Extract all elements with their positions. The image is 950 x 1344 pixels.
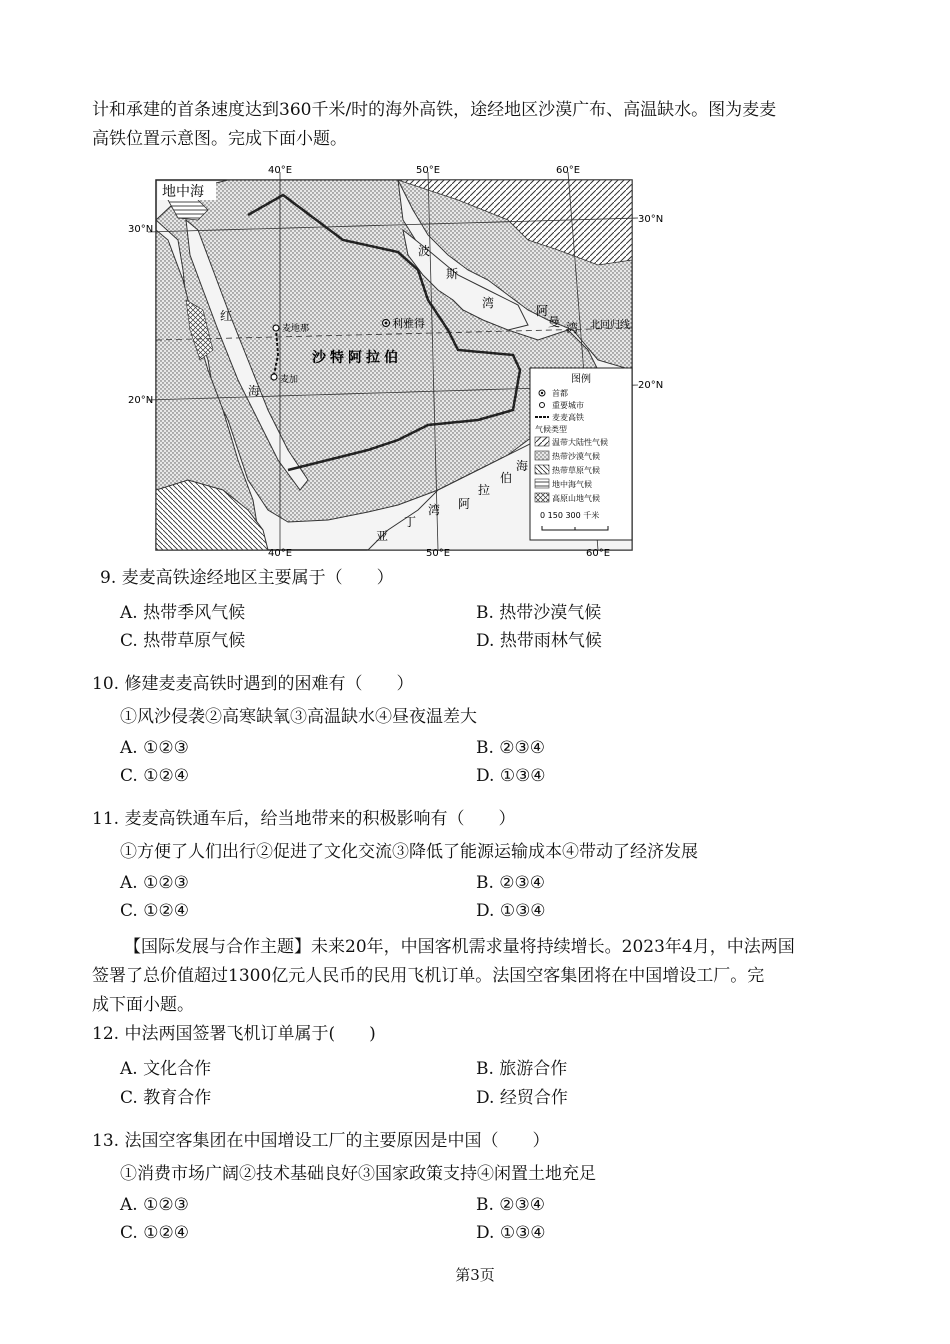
label-riyadh: 利雅得	[392, 317, 425, 330]
legend-capital: 首都	[552, 389, 568, 398]
legend-title: 图例	[571, 374, 591, 385]
q10-stem: 10. 修建麦麦高铁时遇到的困难有（ ）	[92, 674, 414, 694]
railway-location-map	[128, 160, 668, 558]
q11-statements: ①方便了人们出行②促进了文化交流③降低了能源运输成本④带动了经济发展	[120, 842, 698, 862]
lon-40-bottom: 40°E	[267, 548, 293, 558]
passage-line-3: 成下面小题。	[92, 995, 194, 1015]
label-medina: 麦地那	[282, 324, 310, 334]
intro-line-2: 高铁位置示意图。完成下面小题。	[92, 129, 347, 149]
label-arabian-2: 伯	[500, 471, 513, 485]
legend-c2: 热带沙漠气候	[552, 452, 600, 461]
legend-c3: 热带草原气候	[552, 466, 600, 475]
lon-60-top: 60°E	[555, 165, 581, 176]
legend-c1: 温带大陆性气候	[552, 438, 608, 447]
q11-option-d: D. ①③④	[476, 901, 546, 921]
q11-option-a: A. ①②③	[120, 873, 189, 893]
lon-40-top: 40°E	[267, 165, 293, 176]
q12-option-c: C. 教育合作	[120, 1088, 212, 1108]
label-mecca: 麦加	[280, 375, 299, 385]
q9-option-c: C. 热带草原气候	[120, 631, 246, 651]
q13-stem: 13. 法国空客集团在中国增设工厂的主要原因是中国（ ）	[92, 1131, 550, 1151]
legend-city: 重要城市	[552, 401, 584, 410]
legend-railway: 麦麦高铁	[552, 413, 584, 422]
label-tropic: 北回归线	[590, 320, 630, 331]
q10-option-d: D. ①③④	[476, 766, 546, 786]
mecca-marker	[271, 374, 277, 380]
legend-climate-title: 气候类型	[535, 425, 567, 434]
q10-option-b: B. ②③④	[476, 738, 546, 758]
legend-c5: 高原山地气候	[552, 494, 600, 503]
lat-30-right: 30°N	[638, 214, 664, 225]
q10-option-c: C. ①②④	[120, 766, 189, 786]
lat-20-left: 20°N	[128, 395, 154, 406]
q10-option-a: A. ①②③	[120, 738, 189, 758]
label-mediterranean: 地中海	[162, 184, 204, 200]
label-persian-3: 湾	[482, 296, 495, 310]
passage-line-2: 签署了总价值超过1300亿元人民币的民用飞机订单。法国空客集团将在中国增设工厂。完	[92, 966, 765, 986]
q9-option-b: B. 热带沙漠气候	[476, 603, 602, 623]
q12-option-d: D. 经贸合作	[476, 1088, 568, 1108]
lon-50-bottom: 50°E	[425, 548, 451, 558]
q13-option-a: A. ①②③	[120, 1195, 189, 1215]
label-aden-1: 亚	[376, 529, 389, 543]
passage-line-1: 【国际发展与合作主题】未来20年，中国客机需求量将持续增长。2023年4月，中法两国	[124, 937, 795, 957]
label-oman-3: 湾	[566, 321, 579, 335]
label-aden-3: 湾	[428, 503, 441, 517]
q13-option-d: D. ①③④	[476, 1223, 546, 1243]
q10-statements: ①风沙侵袭②高寒缺氧③高温缺水④昼夜温差大	[120, 707, 477, 727]
lon-50-top: 50°E	[415, 165, 441, 176]
label-saudi: 沙特阿拉伯	[312, 350, 402, 366]
q9-option-d: D. 热带雨林气候	[476, 631, 602, 651]
intro-line-1: 计和承建的首条速度达到360千米/时的海外高铁，途经地区沙漠广布、高温缺水。图为麦麦	[92, 100, 777, 120]
map-legend	[530, 368, 632, 540]
label-persian-1: 波	[418, 244, 431, 258]
label-red-1: 红	[220, 309, 233, 323]
medina-marker	[273, 325, 279, 331]
label-red-2: 海	[248, 384, 261, 398]
label-oman-2: 曼	[548, 315, 561, 329]
q12-option-a: A. 文化合作	[120, 1059, 212, 1079]
lat-30-left: 30°N	[128, 224, 154, 235]
q11-stem: 11. 麦麦高铁通车后，给当地带来的积极影响有（ ）	[92, 809, 516, 829]
q13-statements: ①消费市场广阔②技术基础良好③国家政策支持④闲置土地充足	[120, 1164, 596, 1184]
q12-option-b: B. 旅游合作	[476, 1059, 568, 1079]
label-aden-2: 丁	[404, 515, 417, 529]
q12-stem: 12. 中法两国签署飞机订单属于( )	[92, 1024, 376, 1044]
label-persian-2: 斯	[446, 267, 459, 281]
label-arabian-1: 海	[516, 459, 529, 473]
q13-option-c: C. ①②④	[120, 1223, 189, 1243]
label-arabian-3: 拉	[478, 483, 491, 497]
label-oman-1: 阿	[536, 304, 549, 318]
q9-option-a: A. 热带季风气候	[120, 603, 246, 623]
legend-scale-text: 0 150 300 千米	[540, 511, 600, 520]
lon-60-bottom: 60°E	[585, 548, 611, 558]
lat-20-right: 20°N	[638, 380, 664, 391]
page-number: 第3页	[455, 1266, 495, 1284]
legend-c4: 地中海气候	[552, 480, 592, 489]
q11-option-b: B. ②③④	[476, 873, 546, 893]
q13-option-b: B. ②③④	[476, 1195, 546, 1215]
q9-stem: 9. 麦麦高铁途经地区主要属于（ ）	[100, 568, 394, 588]
label-arabian-4: 阿	[458, 497, 471, 511]
q11-option-c: C. ①②④	[120, 901, 189, 921]
